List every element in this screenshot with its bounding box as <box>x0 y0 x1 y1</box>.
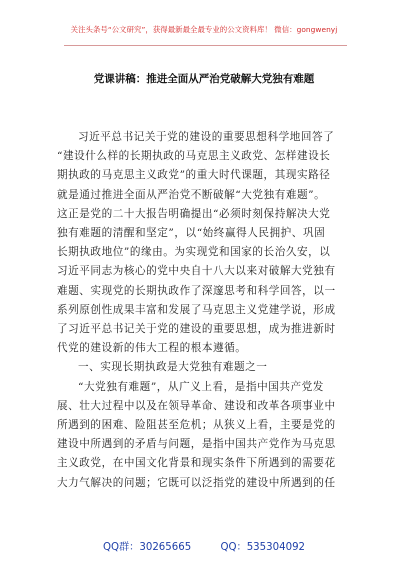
body-line: 了习近平总书记关于党的建设的重要思想，成为推进新时 <box>57 323 336 335</box>
body-line: 大力气解决的问题；它既可以泛指党的建设中所遇到的任 <box>57 476 336 489</box>
body-line: 代党的建设新的伟大工程的根本遵循。 <box>57 342 247 355</box>
header-divider <box>64 45 347 46</box>
body-line: 展、壮大过程中以及在领导革命、建设和改革各项事业中 <box>57 399 336 412</box>
body-line: 独有难题的清醒和坚定”，以“始终赢得人民拥护、巩固 <box>57 227 326 239</box>
body-line: 这正是党的二十大报告明确提出“必须时刻保持解决大党 <box>57 207 331 220</box>
document-body <box>57 129 357 533</box>
body-line: “建设什么样的长期执政的马克思主义政党、怎样建设长 <box>57 150 331 163</box>
body-line: 主义政党，在中国文化背景和现实条件下所遇到的需要花 <box>57 457 336 470</box>
body-line: 就是通过推进全面从严治党不断破解“大党独有难题”。 <box>57 188 326 201</box>
body-line: 期执政的马克思主义政党”的重大时代课题，其现实路径 <box>57 169 331 182</box>
footer-qq: QQ：535304092 <box>220 542 306 553</box>
body-line: 系列原创性成果丰富和发展了马克思主义党建学说，形成 <box>57 303 336 316</box>
body-line: 所遇到的困难、险阻甚至危机；从狭义上看，主要是党的 <box>57 419 336 431</box>
body-line: “大党独有难题”，从广义上看，是指中国共产党发 <box>78 380 324 393</box>
footer-qq-group: QQ群：30265665 <box>102 542 192 553</box>
footer-contact <box>0 538 408 553</box>
body-line: 建设中所遇到的矛盾与问题，是指中国共产党作为马克思 <box>57 438 336 451</box>
document-title: 党课讲稿：推进全面从严治党破解大党独有难题 <box>93 73 315 85</box>
body-line: 习近平总书记关于党的建设的重要思想科学地回答了 <box>78 131 335 143</box>
body-line: 一、实现长期执政是大党独有难题之一 <box>78 361 268 374</box>
body-line: 难题、实现党的长期执政作了深邃思考和科学回答，以一 <box>57 284 336 297</box>
body-line: 长期执政地位”的缘由。为实现党和国家的长治久安，以 <box>57 246 331 259</box>
body-line: 习近平同志为核心的党中央自十八大以来对破解大党独有 <box>57 265 336 278</box>
header-banner: 关注头条号“公文研究”，获得最新最全最专业的公文资料库！ 微信：gongwenyj <box>70 25 338 34</box>
